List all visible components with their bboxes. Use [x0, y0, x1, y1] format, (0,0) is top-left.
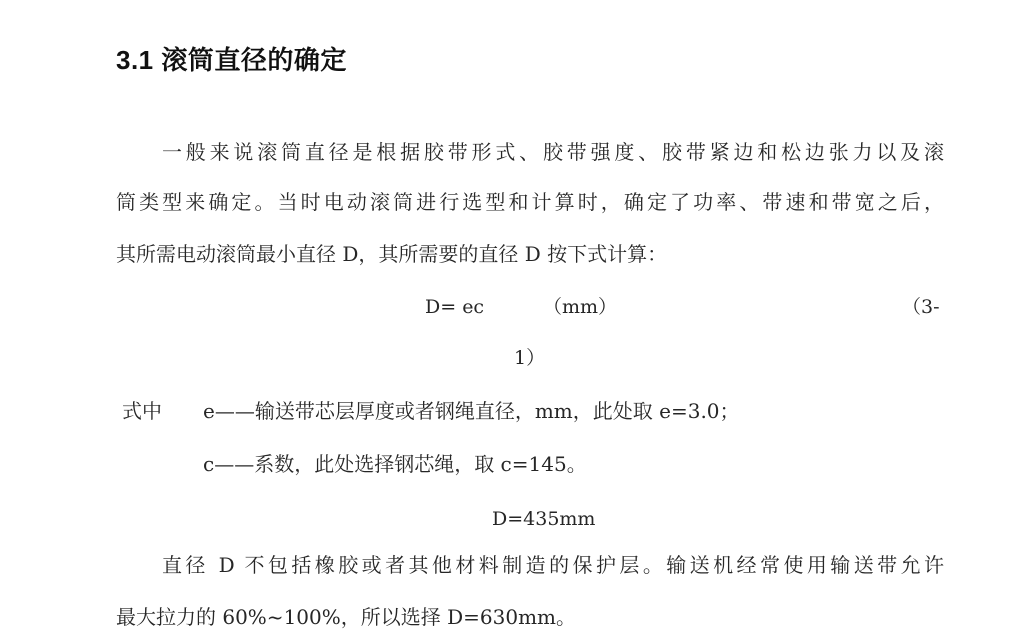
- equation-expression: D= ec: [425, 296, 485, 318]
- section-number: 3.1: [116, 45, 154, 75]
- paragraph-1-line-2: 筒类型来确定。当时电动滚筒进行选型和计算时，确定了功率、带速和带宽之后，: [116, 190, 944, 214]
- paragraph-2-line-2: 最大拉力的 60%~100%，所以选择 D=630mm。: [116, 605, 576, 629]
- definition-c: c——系数，此处选择钢芯绳，取 c=145。: [203, 452, 587, 476]
- paragraph-1-line-3: 其所需电动滚筒最小直径 D，其所需要的直径 D 按下式计算：: [116, 242, 668, 266]
- result-value: D=435mm: [492, 508, 596, 530]
- definition-e: e——输送带芯层厚度或者钢绳直径，mm，此处取 e=3.0；: [203, 399, 740, 423]
- section-heading: [116, 42, 347, 78]
- equation-number: （3-: [902, 296, 940, 318]
- where-label: 式中: [122, 399, 162, 423]
- equation-unit: （mm）: [543, 296, 618, 318]
- equation-number-continued: 1）: [514, 347, 546, 369]
- section-title: 滚筒直径的确定: [161, 45, 347, 75]
- paragraph-1-line-1: 一般来说滚筒直径是根据胶带形式、胶带强度、胶带紧边和松边张力以及滚: [162, 140, 944, 164]
- paragraph-2-line-1: 直径 D 不包括橡胶或者其他材料制造的保护层。输送机经常使用输送带允许: [162, 553, 944, 577]
